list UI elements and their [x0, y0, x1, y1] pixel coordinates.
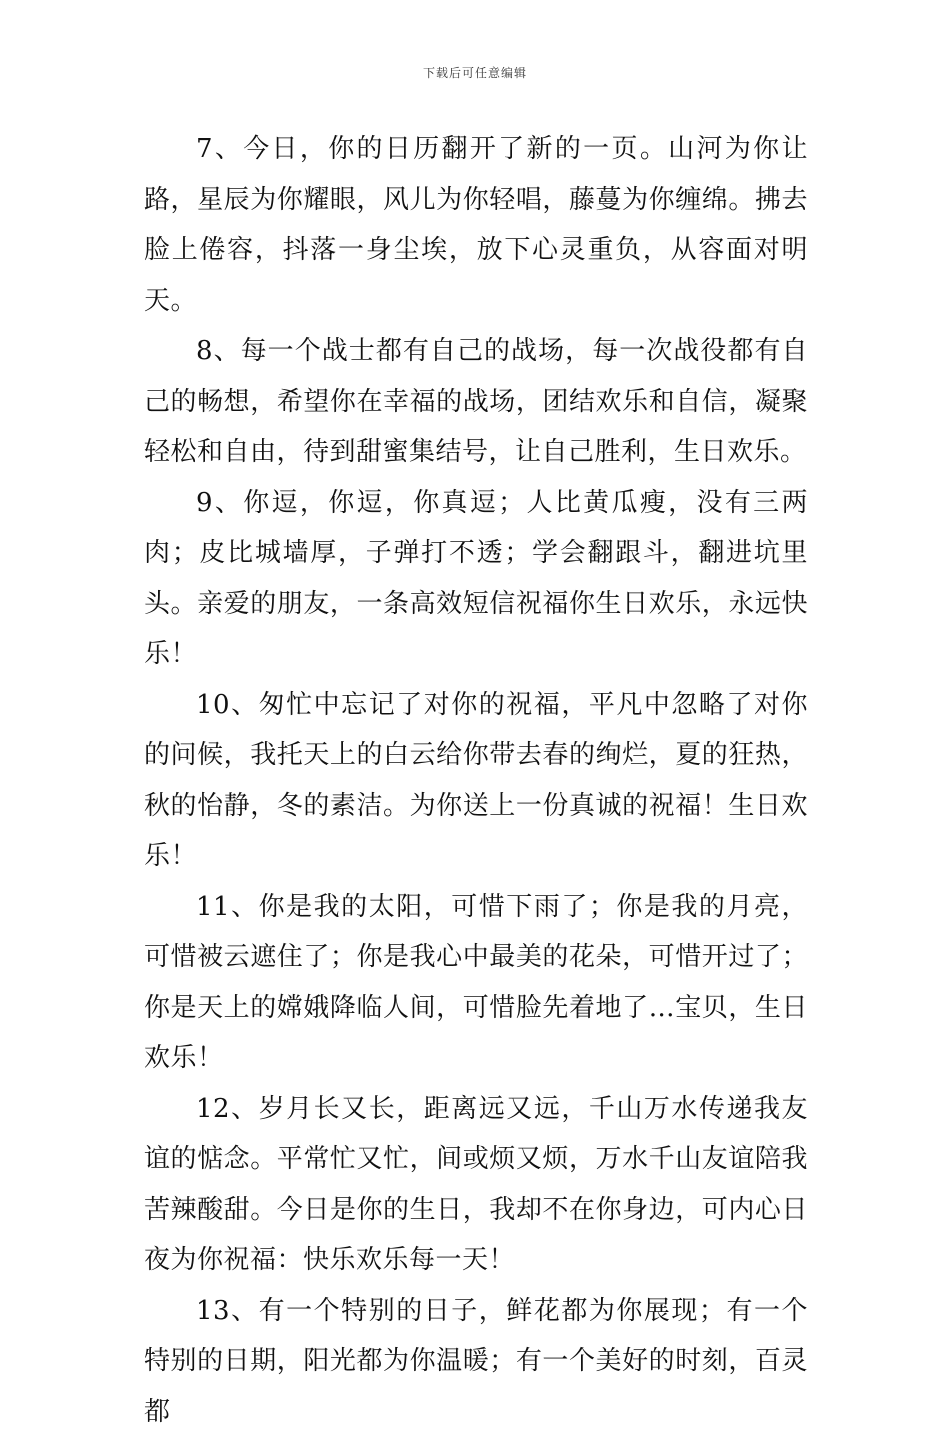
paragraph-13: 13、有一个特别的日子，鲜花都为你展现；有一个特别的日期，阳光都为你温暖；有一个美好的时刻，百灵都 [144, 1286, 808, 1437]
document-body [144, 124, 808, 1437]
paragraph-11: 11、你是我的太阳，可惜下雨了；你是我的月亮，可惜被云遮住了；你是我心中最美的花朵，可惜开过了；你是天上的嫦娥降临人间，可惜脸先着地了…宝贝，生日欢乐！ [144, 882, 808, 1084]
paragraph-7: 7、今日，你的日历翻开了新的一页。山河为你让路，星辰为你耀眼，风儿为你轻唱，藤蔓为你缠绵。拂去脸上倦容，抖落一身尘埃，放下心灵重负，从容面对明天。 [144, 124, 808, 326]
page-header: 下载后可任意编辑 [0, 64, 950, 81]
paragraph-8: 8、每一个战士都有自己的战场，每一次战役都有自己的畅想，希望你在幸福的战场，团结欢乐和自信，凝聚轻松和自由，待到甜蜜集结号，让自己胜利，生日欢乐。 [144, 326, 808, 478]
paragraph-9: 9、你逗，你逗，你真逗；人比黄瓜瘦，没有三两肉；皮比城墙厚，子弹打不透；学会翻跟斗，翻进坑里头。亲爱的朋友，一条高效短信祝福你生日欢乐，永远快乐！ [144, 478, 808, 680]
paragraph-10: 10、匆忙中忘记了对你的祝福，平凡中忽略了对你的问候，我托天上的白云给你带去春的绚烂，夏的狂热，秋的怡静，冬的素洁。为你送上一份真诚的祝福！生日欢乐！ [144, 680, 808, 882]
paragraph-12: 12、岁月长又长，距离远又远，千山万水传递我友谊的惦念。平常忙又忙，间或烦又烦，万水千山友谊陪我苦辣酸甜。今日是你的生日，我却不在你身边，可内心日夜为你祝福：快乐欢乐每一天！ [144, 1084, 808, 1286]
